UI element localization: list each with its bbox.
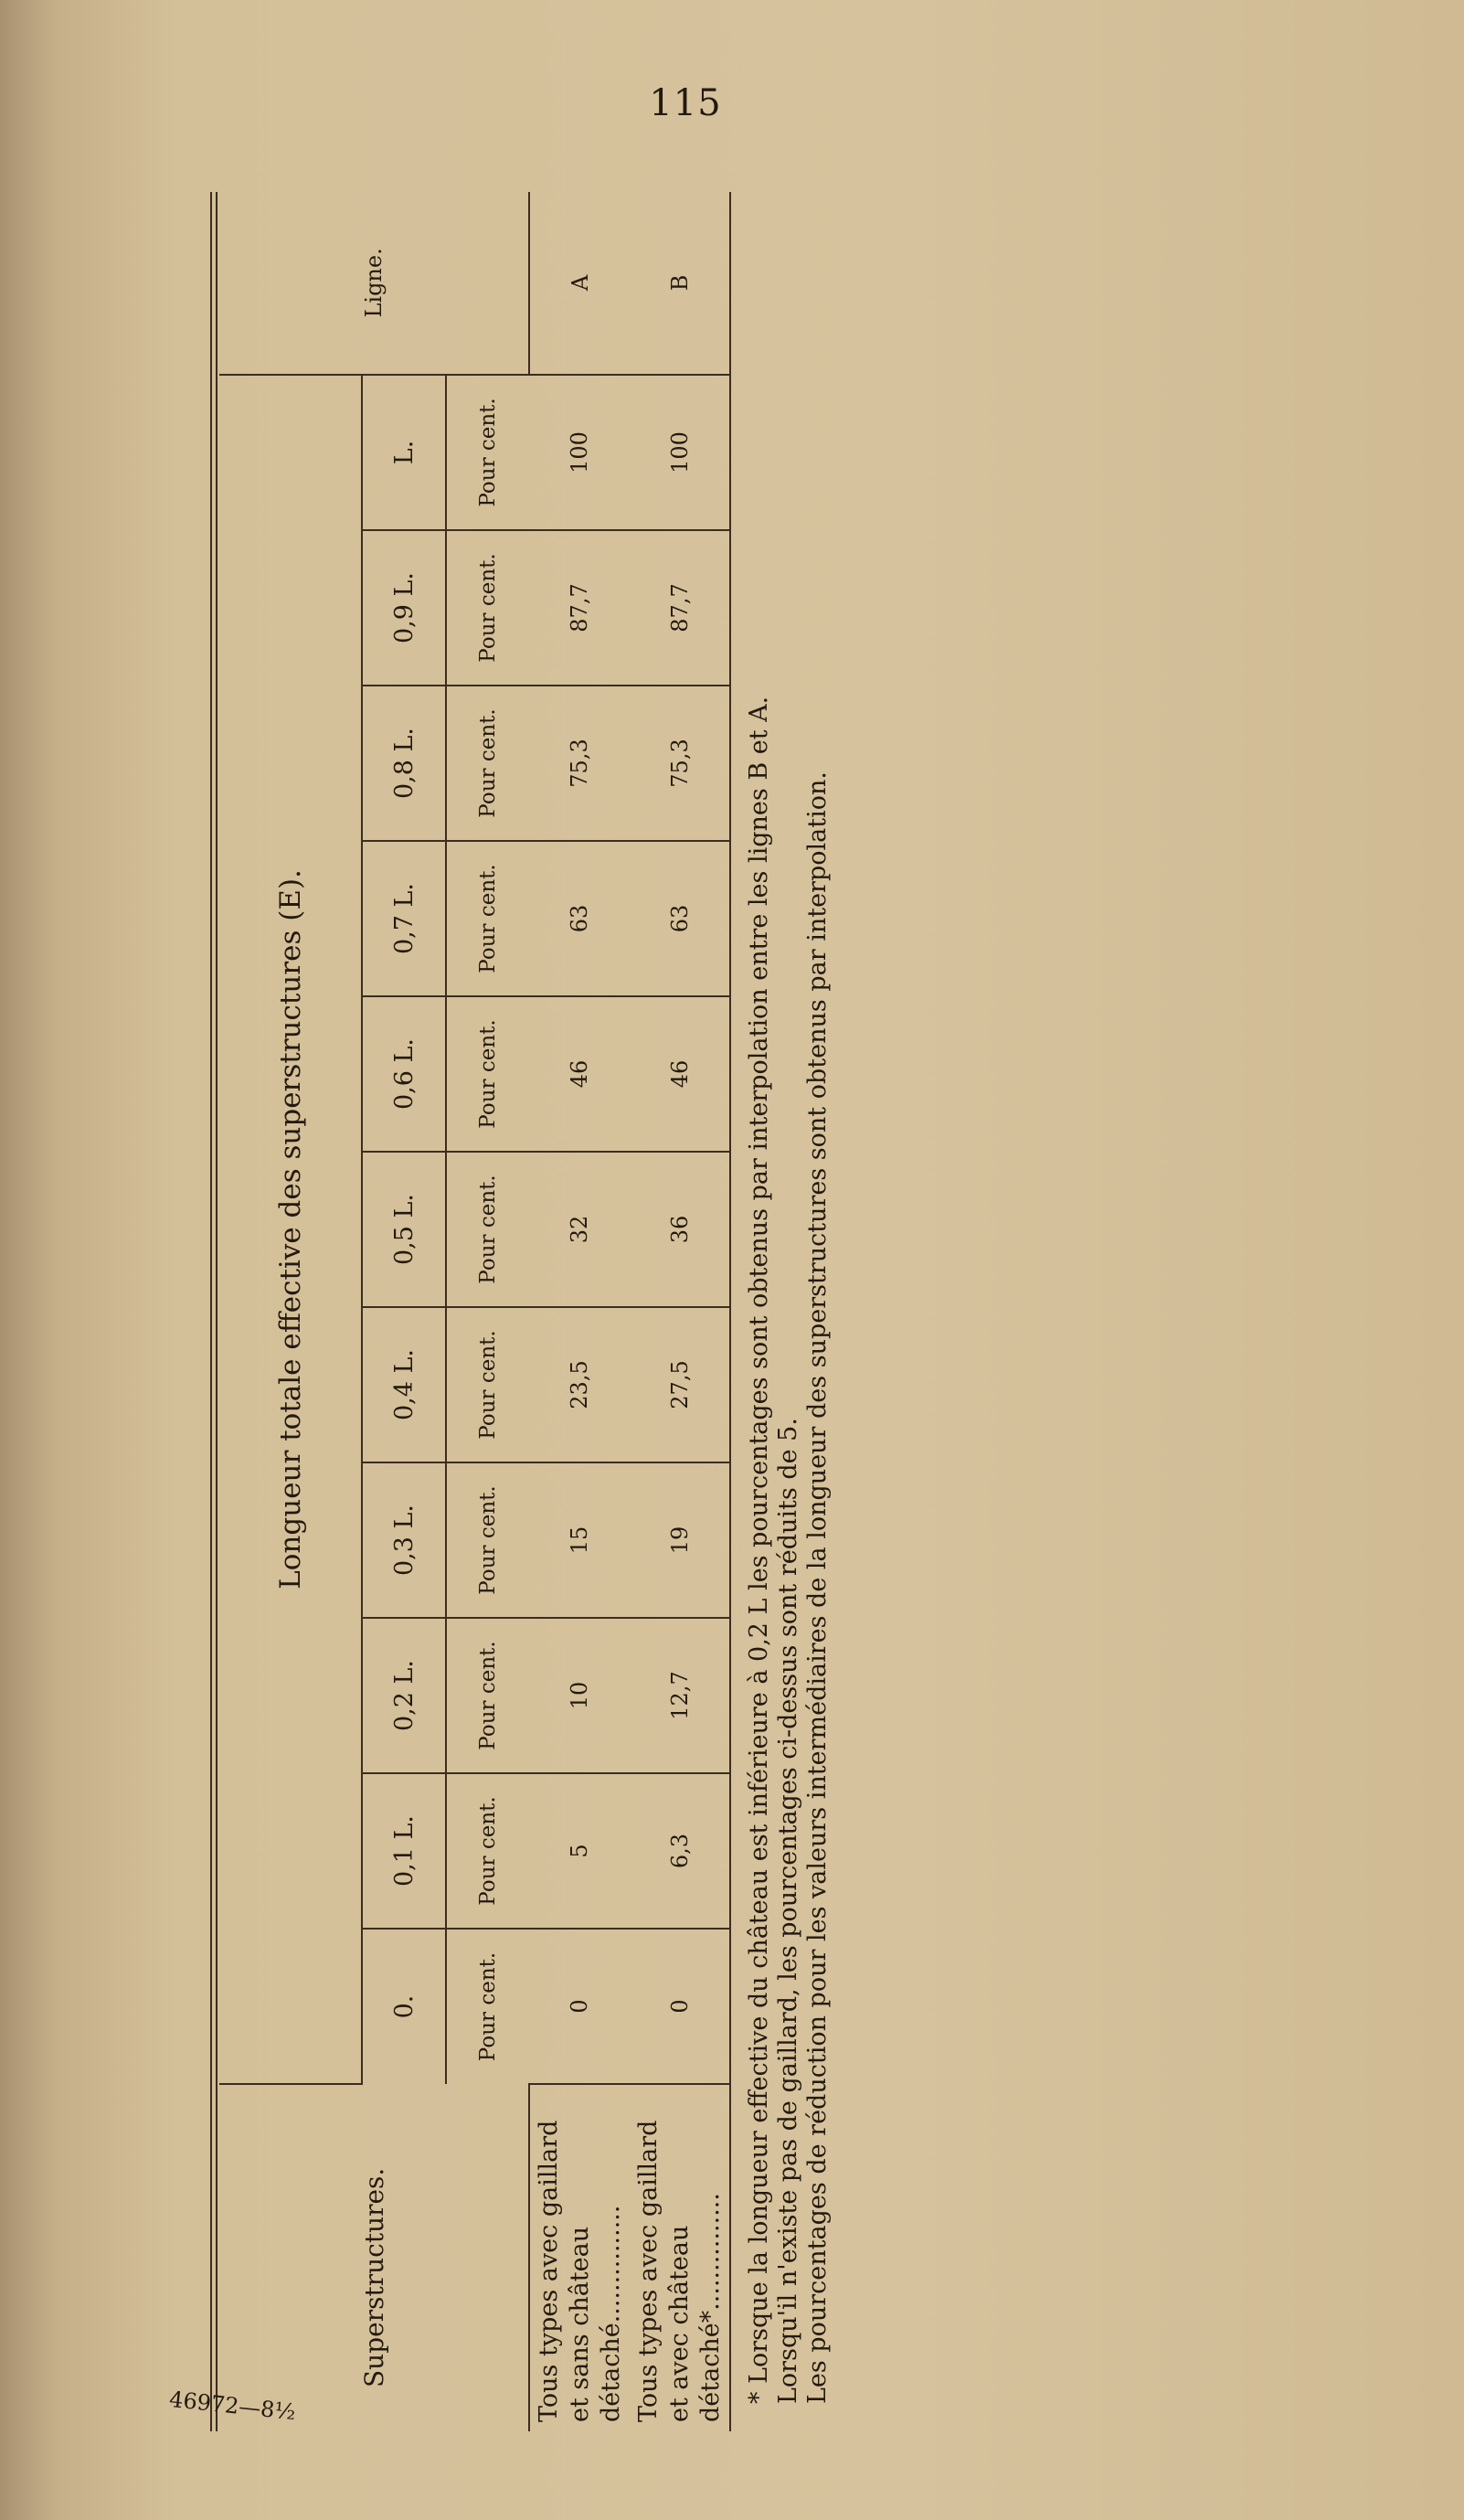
rotated-table-block	[219, 192, 886, 2431]
line-cell: B	[630, 192, 730, 375]
table-cell: 0	[529, 1929, 630, 2084]
row-label	[529, 2084, 630, 2431]
unit-label: Pour cent.	[446, 530, 529, 686]
table-title: Longueur totale effective des superstructures (E).	[219, 375, 362, 2084]
col-header: 0,7 L.	[362, 841, 446, 996]
unit-label: Pour cent.	[446, 1773, 529, 1929]
table-cell: 75,3	[529, 686, 630, 841]
col-header: 0,8 L.	[362, 686, 446, 841]
unit-label: Pour cent.	[446, 1307, 529, 1462]
table-cell: 87,7	[630, 530, 730, 686]
table-cell: 6,3	[630, 1773, 730, 1929]
table-row	[630, 192, 730, 2431]
table-cell: 87,7	[529, 530, 630, 686]
top-rule-double	[216, 192, 217, 2431]
col-header: 0,2 L.	[362, 1618, 446, 1773]
unit-label: Pour cent.	[446, 1618, 529, 1773]
page-number: 115	[649, 82, 722, 124]
table-row	[529, 192, 630, 2431]
top-rule	[210, 192, 212, 2431]
unit-label: Pour cent.	[446, 841, 529, 996]
printer-code: 46972—8½	[167, 2386, 297, 2426]
table-cell: 46	[529, 996, 630, 1152]
footnote: Les pourcentages de réduction pour les valeurs intermédiaires de la longueur des superstructures sont obtenus par interpolation.	[803, 771, 832, 2404]
unit-label: Pour cent.	[446, 375, 529, 530]
unit-label: Pour cent.	[446, 1462, 529, 1618]
table-cell: 19	[630, 1462, 730, 1618]
table-cell: 10	[529, 1618, 630, 1773]
table-cell: 0	[630, 1929, 730, 2084]
col-header: 0,9 L.	[362, 530, 446, 686]
col-header: 0,1 L.	[362, 1773, 446, 1929]
tonnage-table	[219, 192, 731, 2431]
col-header: 0,5 L.	[362, 1152, 446, 1307]
line-header: Ligne.	[219, 192, 529, 375]
unit-label: Pour cent.	[476, 1951, 500, 2062]
col-header: 0,6 L.	[362, 996, 446, 1152]
table-cell: 75,3	[630, 686, 730, 841]
table-cell: 32	[529, 1152, 630, 1307]
unit-label: Pour cent.	[446, 1152, 529, 1307]
table-cell: 15	[529, 1462, 630, 1618]
table-cell: 5	[529, 1773, 630, 1929]
unit-label: Pour cent.	[446, 686, 529, 841]
footnote: * Lorsque la longueur effective du château est inférieure à 0,2 L les pourcentages sont obtenus par interpolation entre les lignes B et A.	[745, 696, 773, 2404]
footnotes	[745, 229, 833, 2404]
table-cell: 63	[529, 841, 630, 996]
row-label	[630, 2084, 730, 2431]
table-cell: 100	[630, 375, 730, 530]
table-cell: 46	[630, 996, 730, 1152]
row-label-text: Tous types avec gaillard et avec château détaché*...............	[633, 2120, 725, 2422]
col-header: 0,3 L.	[362, 1462, 446, 1618]
footnote: Lorsqu'il n'existe pas de gaillard, les pourcentages ci-dessus sont réduits de 5.	[774, 1418, 802, 2404]
row-label-text: Tous types avec gaillard et sans château détaché...............	[534, 2120, 625, 2422]
col-header: 0,4 L.	[362, 1307, 446, 1462]
table-cell: 36	[630, 1152, 730, 1307]
superstructures-header: Superstructures.	[219, 2084, 529, 2431]
line-cell: A	[529, 192, 630, 375]
col-header: L.	[362, 375, 446, 530]
unit-label: Pour cent.	[446, 996, 529, 1152]
table-cell: 63	[630, 841, 730, 996]
table-cell: 12,7	[630, 1618, 730, 1773]
table-cell: 27,5	[630, 1307, 730, 1462]
table-cell: 100	[529, 375, 630, 530]
table-cell: 23,5	[529, 1307, 630, 1462]
col-header: 0.	[362, 1929, 446, 2084]
